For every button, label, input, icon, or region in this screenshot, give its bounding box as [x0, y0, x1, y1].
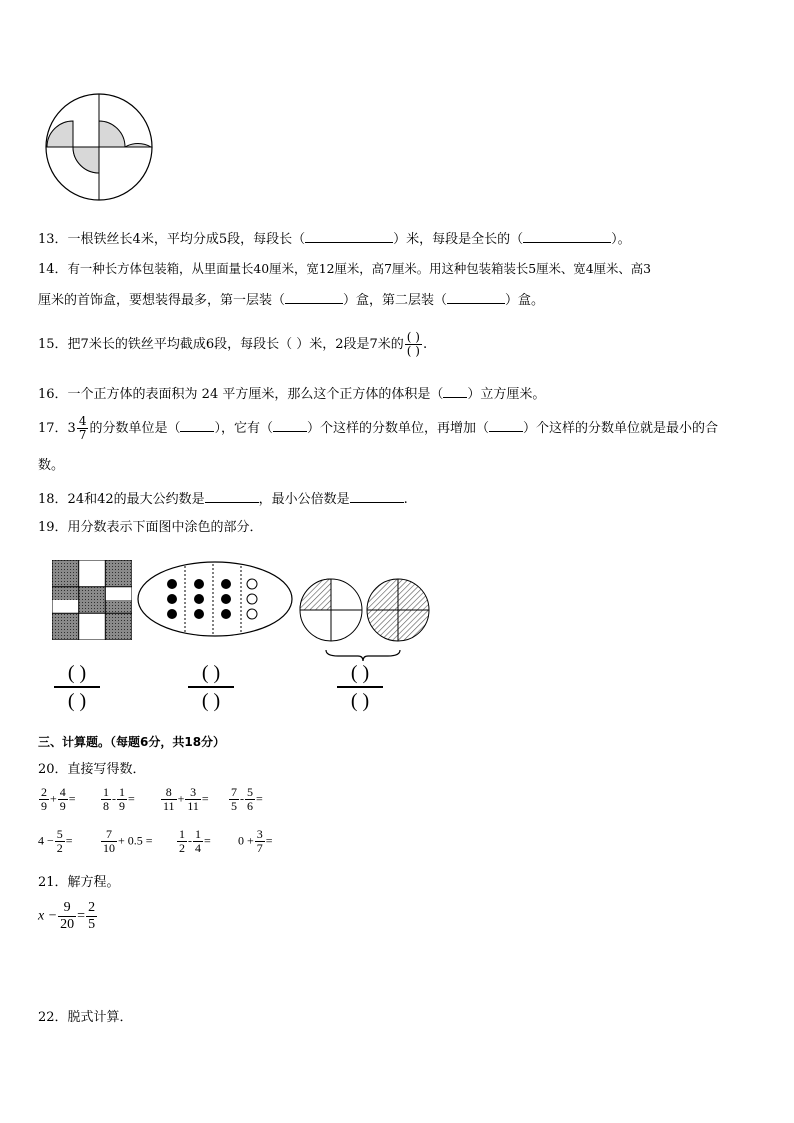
q19-answer-fraction-3[interactable] — [337, 660, 383, 714]
pinwheel-circle-figure — [42, 93, 156, 201]
q20-expr-2 — [100, 786, 135, 813]
q20-expr-3 — [160, 786, 209, 813]
operator: + — [177, 791, 185, 806]
q20-expr-8 — [238, 828, 273, 855]
q19-ans2-num: ( ) — [188, 660, 234, 688]
frac-num: 2 — [88, 900, 96, 915]
q15-frac-den: ( ) — [406, 344, 420, 358]
q17-blank-1[interactable] — [180, 419, 214, 432]
q14-blank-1[interactable] — [285, 291, 343, 304]
frac-num: 1 — [179, 827, 185, 841]
q18-text-a: 24和42的最大公约数是 — [67, 492, 205, 507]
frac-num: 1 — [195, 827, 201, 841]
q17-frac-den: 7 — [78, 428, 87, 442]
q16-blank[interactable] — [443, 385, 467, 398]
q13-number: 13． — [38, 232, 68, 247]
section3-title-text: 三、计算题。（每题6分，共18分） — [38, 735, 226, 749]
q19-ans1-num: ( ) — [54, 660, 100, 688]
q13-text-c: ）。 — [611, 232, 631, 247]
q13-blank-2[interactable] — [523, 230, 611, 243]
q20-number: 20． — [38, 762, 68, 777]
frac-den: 9 — [41, 799, 47, 813]
frac-den: 11 — [163, 799, 175, 813]
q18-number: 18． — [38, 492, 68, 507]
question-14 — [38, 261, 651, 278]
frac-den: 5 — [231, 799, 237, 813]
q14-number: 14． — [38, 262, 68, 277]
q16-text: 一个正方体的表面积为 24 平方厘米，那么这个正方体的体积是（ — [67, 387, 444, 402]
frac-den: 5 — [88, 917, 96, 932]
q19-two-circles-figure — [298, 576, 434, 646]
question-13 — [38, 230, 631, 248]
q16-text-b: ）立方厘米。 — [467, 387, 546, 402]
question-18 — [38, 490, 408, 508]
q20-expr-6 — [100, 828, 153, 855]
q15-text-a: 把7米长的铁丝平均截成6段，每段长（ ）米，2段是7米的 — [67, 337, 404, 352]
operator: - — [188, 833, 192, 848]
q17-number: 17． — [38, 421, 68, 436]
equals: = — [201, 791, 209, 806]
frac-den: 20 — [60, 917, 75, 932]
q14-line2-a: 厘米的首饰盒，要想装得最多，第一层装（ — [38, 293, 286, 308]
frac-den: 10 — [103, 841, 115, 855]
question-16 — [38, 385, 545, 403]
q19-ans3-num: ( ) — [337, 660, 383, 688]
equals: = — [128, 791, 135, 806]
equals: = — [68, 791, 76, 806]
q18-text-b: ，最小公倍数是 — [258, 492, 350, 507]
frac-num: 1 — [119, 785, 125, 799]
q19-ans2-den: ( ) — [201, 690, 221, 712]
q18-blank-2[interactable] — [350, 490, 404, 503]
section-3-title — [38, 734, 225, 750]
q13-blank-1[interactable] — [305, 230, 393, 243]
operator: - — [112, 791, 116, 806]
q17-fraction — [77, 415, 89, 442]
q15-number: 15． — [38, 337, 68, 352]
q14-line2-b: ）盒，第二层装（ — [343, 293, 448, 308]
frac-num: 9 — [58, 900, 76, 917]
equals: = — [77, 908, 86, 924]
q17-blank-2[interactable] — [273, 419, 307, 432]
q15-frac-num: ( ) — [406, 330, 420, 344]
q17-whole: 3 — [67, 421, 76, 436]
q22-number: 22． — [38, 1010, 68, 1025]
q21-number: 21． — [38, 875, 68, 890]
equals: = — [65, 833, 73, 848]
q19-number: 19． — [38, 520, 68, 535]
frac-num: 8 — [161, 786, 177, 800]
expr-text: 4 − — [38, 833, 54, 848]
operator: + — [50, 791, 57, 806]
q19-answer-fraction-2[interactable] — [188, 660, 234, 714]
q16-number: 16． — [38, 387, 68, 402]
q14-blank-2[interactable] — [447, 291, 505, 304]
q17-text-b: ），它有（ — [214, 421, 273, 436]
q20-expr-4 — [228, 786, 263, 813]
equals: = — [265, 833, 273, 848]
q17-text-c: ）个这样的分数单位，再增加（ — [307, 421, 490, 436]
question-19 — [38, 520, 263, 536]
q17-line2: 数。 — [38, 458, 65, 473]
question-17 — [38, 414, 718, 444]
expr-text: + 0.5 = — [118, 833, 153, 848]
frac-num: 5 — [247, 785, 253, 799]
q19-checker-square-figure — [52, 560, 132, 640]
operator: - — [240, 791, 244, 806]
q15-text-b: . — [422, 337, 428, 352]
q20-expr-7 — [176, 828, 211, 855]
frac-num: 7 — [101, 828, 117, 842]
frac-num: 1 — [103, 785, 109, 799]
frac-den: 7 — [256, 841, 263, 855]
q17-text-d: ）个这样的分数单位就是最小的合 — [523, 421, 719, 436]
q20-expr-1 — [38, 786, 76, 813]
frac-num: 4 — [59, 785, 66, 799]
frac-num: 5 — [56, 827, 63, 841]
equation-x: x − — [38, 908, 58, 924]
frac-num: 3 — [185, 786, 201, 800]
q19-ans1-den: ( ) — [67, 690, 87, 712]
question-22 — [38, 1010, 133, 1026]
q15-fraction[interactable] — [405, 331, 422, 358]
frac-num: 7 — [231, 785, 237, 799]
frac-den: 8 — [103, 799, 109, 813]
frac-den: 4 — [195, 841, 201, 855]
question-15 — [38, 330, 427, 360]
frac-den: 9 — [119, 799, 125, 813]
frac-num: 2 — [41, 785, 47, 799]
q21-text: 解方程。 — [67, 875, 120, 890]
frac-den: 9 — [59, 799, 66, 813]
q20-text: 直接写得数． — [67, 762, 146, 777]
q22-text: 脱式计算． — [67, 1010, 133, 1025]
expr-text: 0 + — [238, 833, 254, 848]
q17-blank-3[interactable] — [489, 419, 523, 432]
q19-ans3-den: ( ) — [350, 690, 370, 712]
q19-ellipse-dots-figure — [136, 560, 294, 638]
frac-den: 11 — [187, 799, 199, 813]
q21-equation — [38, 900, 98, 933]
q17-frac-num: 4 — [78, 414, 87, 428]
question-21 — [38, 875, 120, 891]
frac-den: 6 — [247, 799, 253, 813]
q19-answer-fraction-1[interactable] — [54, 660, 100, 714]
frac-num: 3 — [256, 827, 263, 841]
q14-line1: 有一种长方体包装箱，从里面量长40厘米，宽12厘米，高7厘米。用这种包装箱装长5厘米、宽4厘米、高3 — [67, 261, 652, 276]
q13-text-b: ）米，每段是全长的（ — [393, 232, 524, 247]
frac-den: 2 — [56, 841, 63, 855]
q14-line2-c: ）盒。 — [505, 293, 545, 308]
q19-text: 用分数表示下面图中涂色的部分． — [67, 520, 263, 535]
equals: = — [256, 791, 263, 806]
question-17-line2 — [38, 458, 64, 474]
q13-text-a: 一根铁丝长4米，平均分成5段，每段长（ — [67, 232, 306, 247]
equals: = — [204, 833, 211, 848]
q17-text-a: 的分数单位是（ — [89, 421, 181, 436]
question-20 — [38, 762, 146, 778]
question-14-line2 — [38, 291, 544, 309]
q20-expr-5 — [38, 828, 73, 855]
q18-text-c: . — [403, 492, 408, 507]
q18-blank-1[interactable] — [205, 490, 259, 503]
frac-den: 2 — [179, 841, 185, 855]
